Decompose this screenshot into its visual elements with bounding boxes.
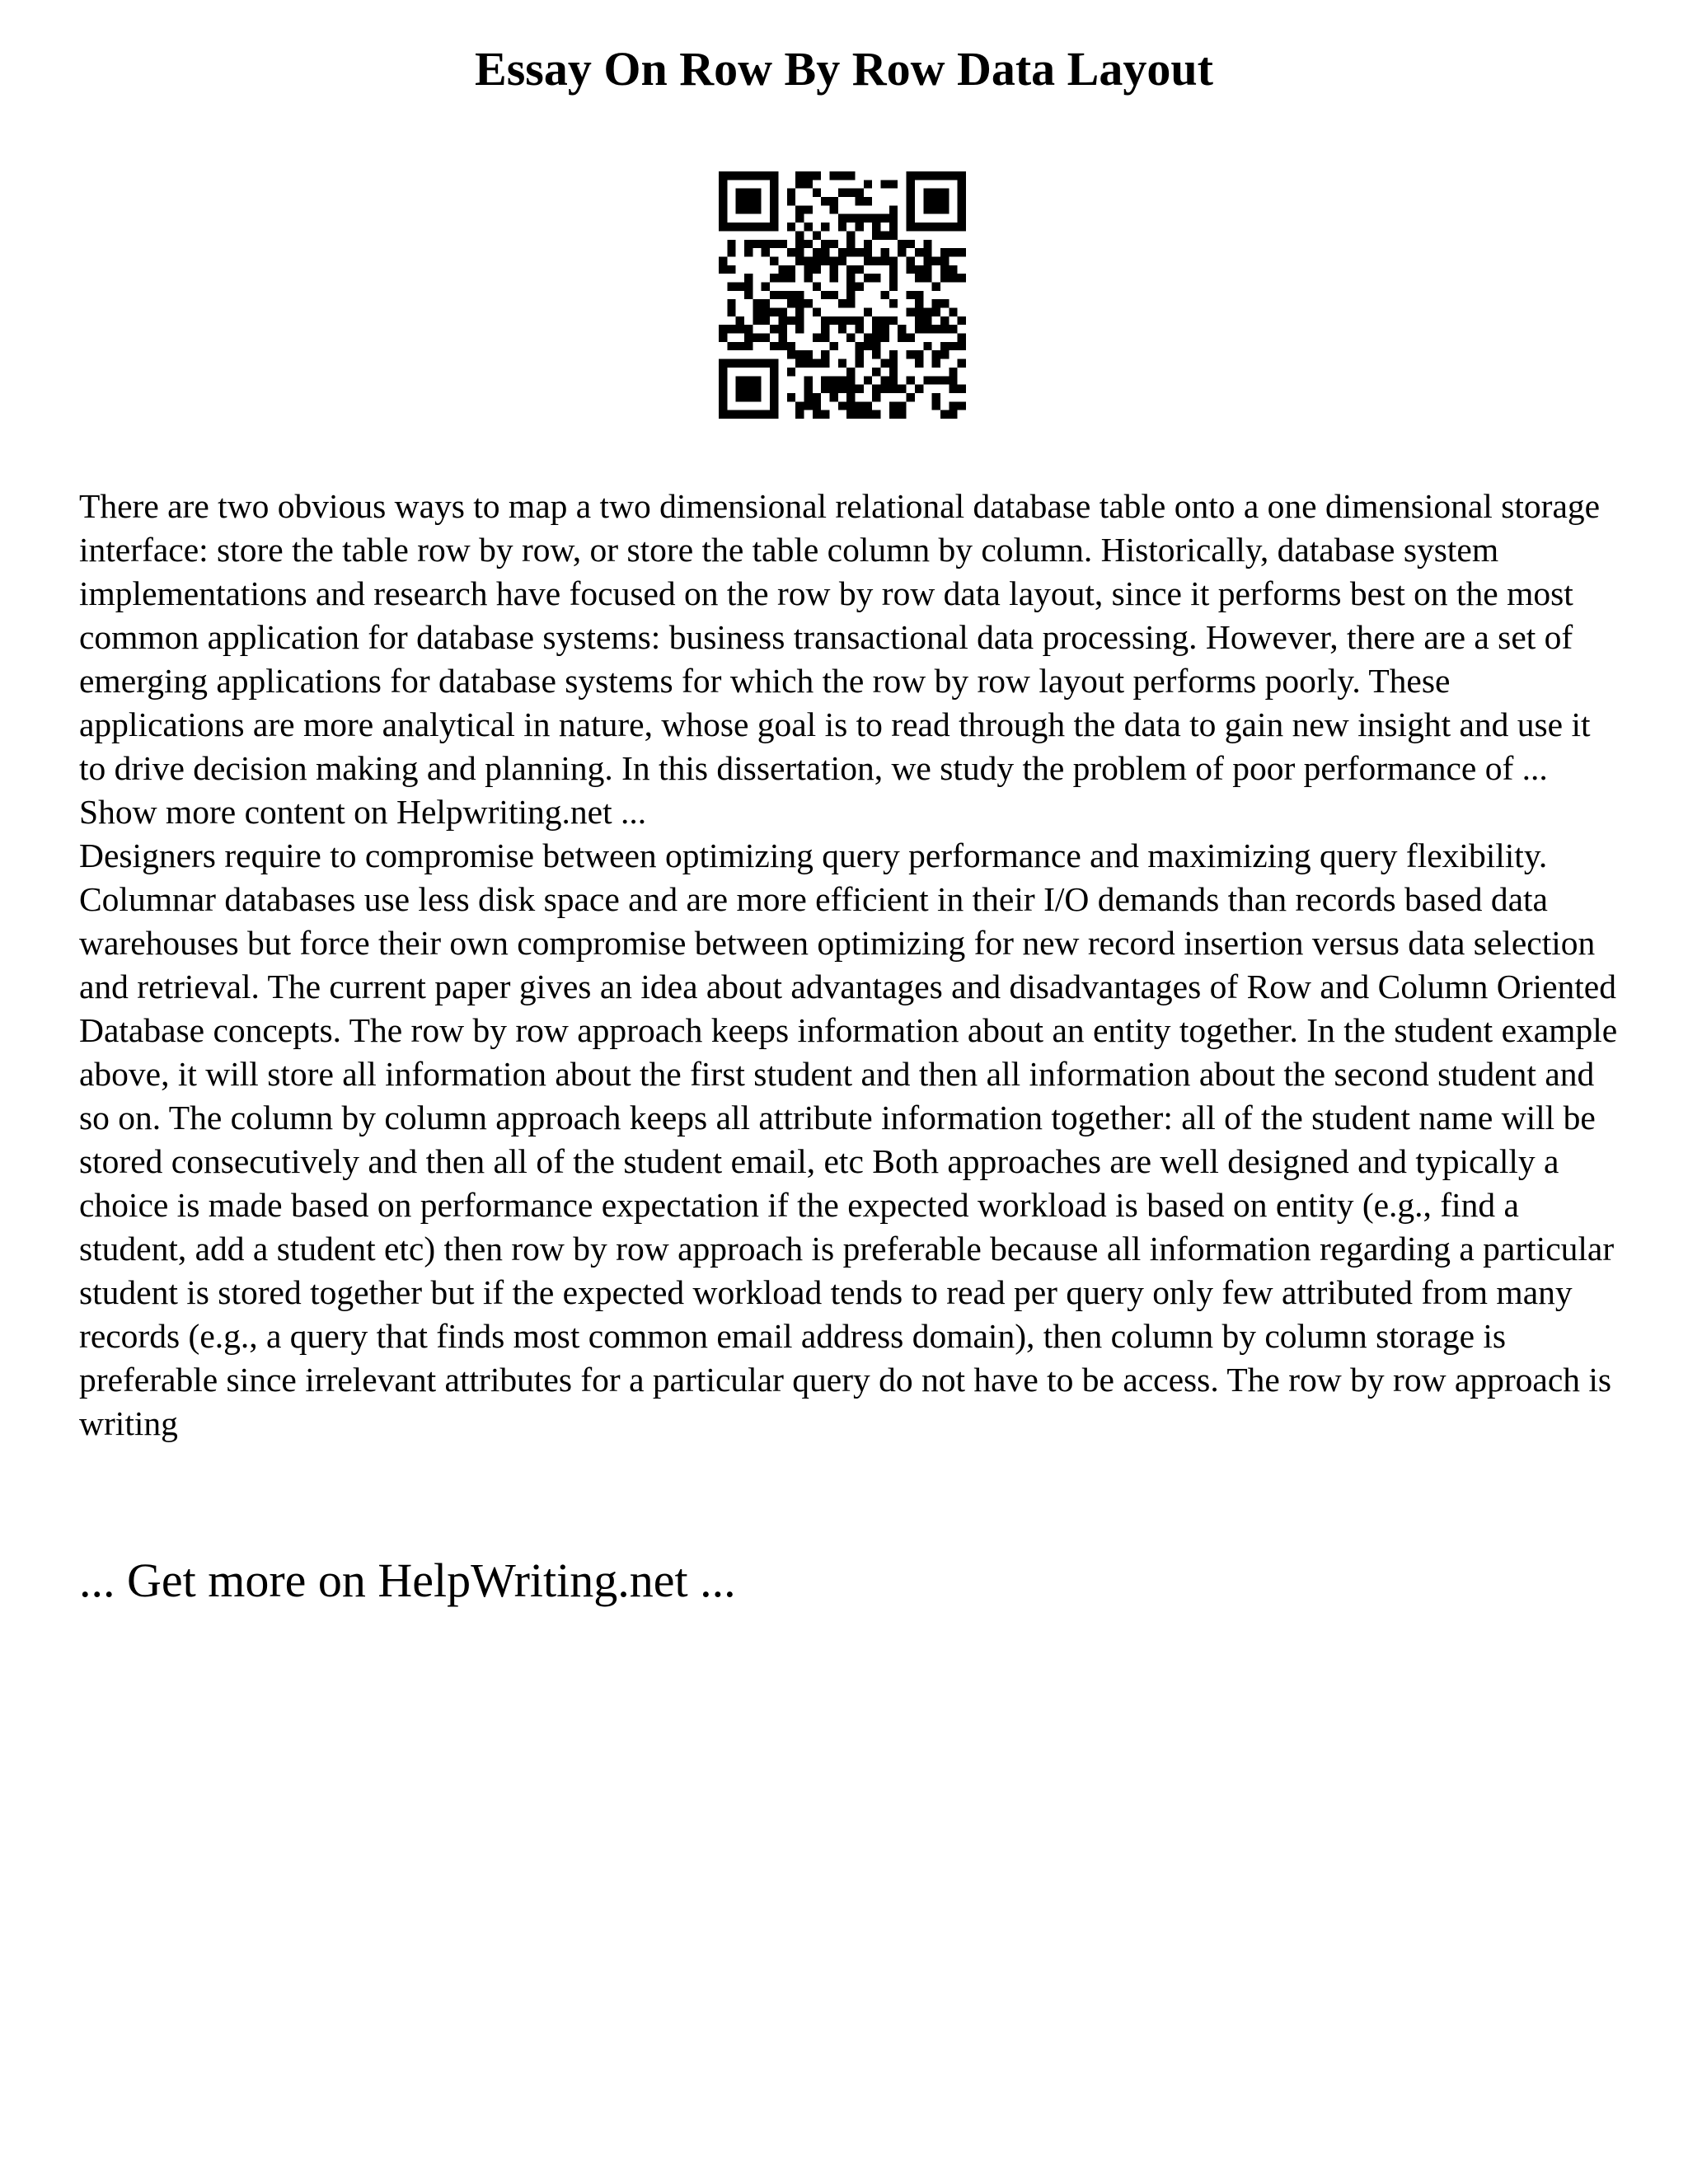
qr-code-icon (719, 171, 966, 419)
paragraph-2: Designers require to compromise between optimizing query performance and maximizing query flexibility. Columnar databases use less disk space and are more efficient in their I/O demands than records based data warehouses but force their own compromise between optimizing for new record insertion versus data selection and retrieval. The current paper gives an idea about advantages and disadvantages of Row and Column Oriented Database concepts. The row by row approach keeps information about an entity together. In the student example above, it will store all information about the first student and then all information about the second student and so on. The column by column approach keeps all attribute information together: all of the student name will be stored consecutively and then all of the student email, etc Both approaches are well designed and typically a choice is made based on performance expectation if the expected workload is based on entity (e.g., find a student, add a student etc) then row by row approach is preferable because all information regarding a particular student is stored together but if the expected workload tends to read per query only few attributed from many records (e.g., a query that finds most common email address domain), then column by column storage is preferable since irrelevant attributes for a particular query do not have to be access. The row by row approach is writing (79, 837, 1618, 1442)
paragraph-1: There are two obvious ways to map a two dimensional relational database table onto a one dimensional storage interface: store the table row by row, or store the table column by column. Historically, database system implementations and research have focused on the row by row data layout, since it performs best on the most common application for database systems: business transactional data processing. However, there are a set of emerging applications for database systems for which the row by row layout performs poorly. These applications are more analytical in nature, whose goal is to read through the data to gain new insight and use it to drive decision making and planning. In this dissertation, we study the problem of poor performance of ... Show more content on Helpwriting.net ... (79, 487, 1601, 831)
get-more-link[interactable]: ... Get more on HelpWriting.net ... (79, 1554, 736, 1607)
essay-body (79, 485, 1620, 1446)
page-title: Essay On Row By Row Data Layout (475, 42, 1213, 96)
